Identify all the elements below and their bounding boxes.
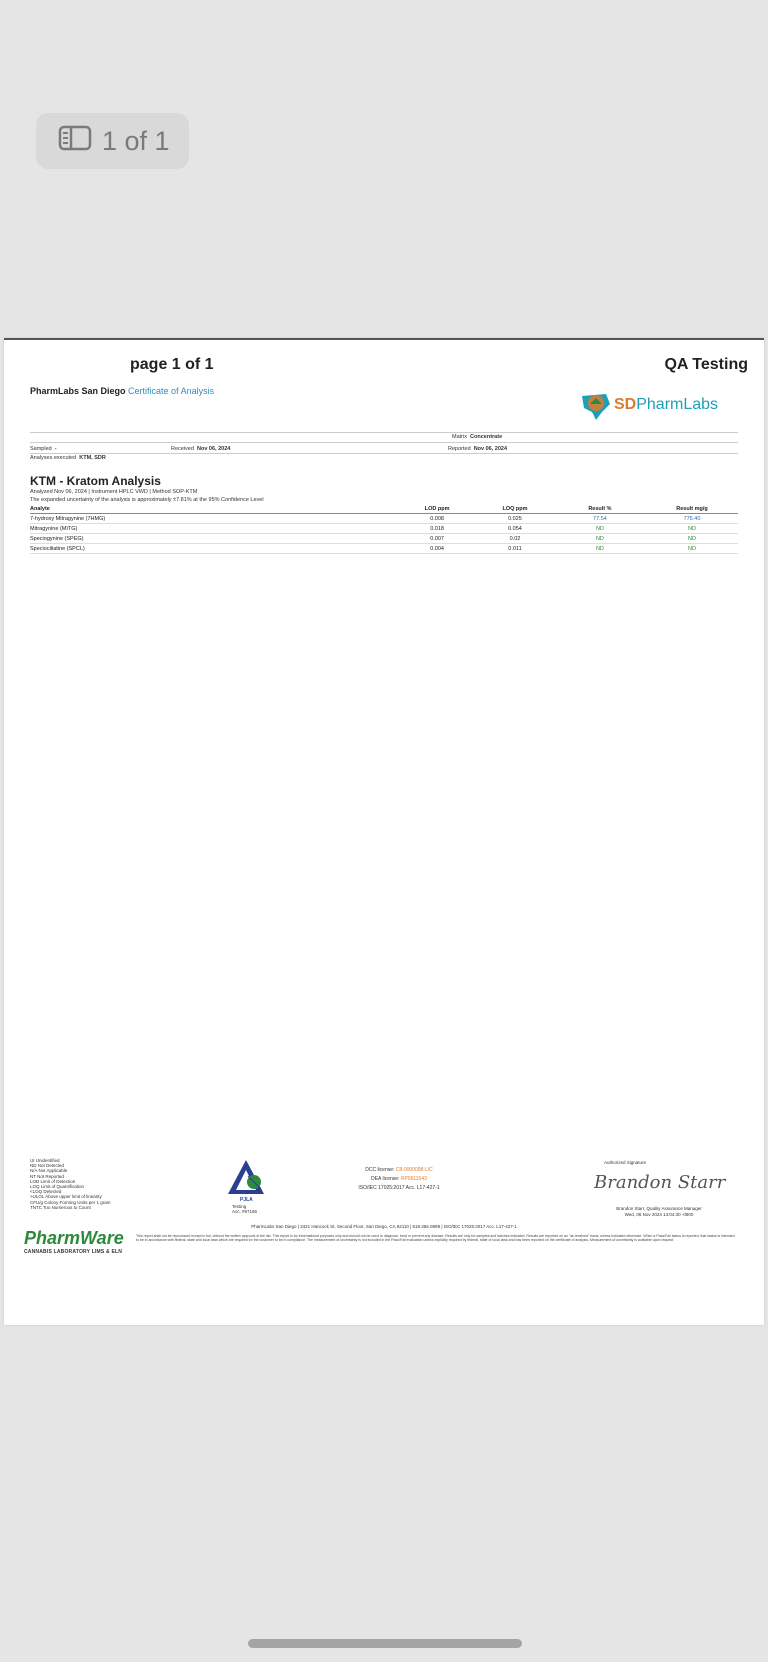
lab-name: PharmLabs San Diego	[30, 386, 126, 396]
pjla-sub: Testing	[232, 1204, 247, 1209]
table-header-row	[30, 505, 738, 514]
home-indicator[interactable]	[248, 1639, 522, 1648]
sidebar-icon	[58, 125, 92, 158]
license-block: DCC license: C8-0000098-LIC DEA license: RP0611543 ISO/IEC 17025:2017 Acc. L17-427-1	[304, 1166, 494, 1193]
authorized-signature-label: Authorized Signature	[604, 1160, 647, 1165]
uncertainty-line: The expanded uncertainty of the analysis is approximately ±7.81% at the 95% Confidence Level	[30, 497, 264, 503]
page-number: page 1 of 1	[130, 356, 214, 373]
divider	[30, 453, 738, 454]
section-title: KTM - Kratom Analysis	[30, 474, 161, 488]
col-lod: LOD ppm	[398, 505, 476, 514]
page-indicator-label: 1 of 1	[102, 125, 170, 156]
pharmware-logo	[24, 1228, 124, 1255]
table-row: 7-hydroxy Mitragynine (7HMG) 0.008 0.025 77.54 775.40	[30, 514, 738, 524]
results-table	[30, 505, 738, 554]
disclaimer: This report shall not be reproduced except in full, without the written approval of the lab. This report is for informational purposes only and should not be used to diagnose, treat or prevent any disease. Results are only for samples and batches indicated. Results are reported on an "as received" basis, unless indicated otherwise. When a Pass/Fail status is reported, that status is intended to be in accordance with federal, state and local laws which are required for the customer to be in compliance. The measurement of uncertainty is not included in the Pass/Fail evaluation unless explicitly required by federal, state or local laws and has been reported on the certificate of analysis. Measurement of uncertainty is available upon request.	[136, 1234, 735, 1243]
logo-emblem-icon	[576, 386, 614, 424]
pjla-text: PJLA	[240, 1197, 253, 1203]
lab-address: PharmLabs San Diego | 3421 Hancock St, Second Floor, San Diego, CA 92110 | 619.356.0898 | ISO/IEC 17025:2017 Acc. L17-427-1	[251, 1224, 517, 1229]
pharmware-name: PharmWare	[24, 1228, 124, 1248]
qa-testing-title: QA Testing	[664, 356, 748, 373]
col-analyte: Analyte	[30, 505, 398, 514]
sdpharmlabs-logo	[576, 384, 742, 426]
divider	[30, 432, 738, 433]
pharmware-sub: CANNABIS LABORATORY LIMS & ELN	[24, 1249, 123, 1255]
page-indicator[interactable]	[36, 113, 189, 169]
iso-accreditation: ISO/IEC 17025:2017 Acc. L17-427-1	[358, 1185, 440, 1191]
dea-license: RP0611543	[400, 1176, 427, 1182]
lab-heading	[30, 386, 214, 396]
pjla-acc-block	[232, 1204, 257, 1214]
matrix-row: Matrix Concentrate	[452, 434, 503, 440]
matrix-value: Concentrate	[470, 434, 503, 440]
pjla-accreditation-logo	[226, 1158, 274, 1210]
col-loq: LOQ ppm	[476, 505, 554, 514]
pjla-triangle-icon	[226, 1158, 274, 1204]
coa-label: Certificate of Analysis	[128, 386, 215, 396]
analyzed-line: Analyzed Nov 06, 2024 | Instrument HPLC VWD | Method SOP-KTM	[30, 489, 198, 495]
table-row: Speciociliatine (SPCL) 0.004 0.011 ND ND	[30, 544, 738, 554]
reported-row: Reported Nov 06, 2024	[448, 446, 508, 452]
divider	[30, 442, 738, 443]
signature: Brandon Starr	[594, 1172, 726, 1193]
logo-pharmlabs: PharmLabs	[636, 396, 719, 413]
sampled-row: Sampled -	[30, 446, 57, 452]
abbreviation-legend: UI Unidentified ND Not Detected N/A Not Applicable NT Not Reported LOD Limit of Detection LOQ Limit of Quantification <LOQ Detected >ULOL Above upper limit of linearity CFU/g Colony Forming Units per 1 gram TNTC Too Numerous to Count	[30, 1158, 111, 1210]
signer-info: Brandon Starr, Quality Assurance Manager Wed, 06 Nov 2024 14:04:30 -0800	[616, 1206, 702, 1217]
table-row: Mitragynine (MITG) 0.018 0.054 ND ND	[30, 524, 738, 534]
analyses-row: Analyses executed KTM, SDR	[30, 455, 106, 461]
dcc-license: C8-0000098-LIC	[395, 1167, 433, 1173]
received-row: Received Nov 06, 2024	[171, 446, 231, 452]
pjla-acc-number: Acc. #97166	[232, 1209, 258, 1214]
col-result-pct: Result %	[554, 505, 646, 514]
table-row: Speciogynine (SPEG) 0.007 0.02 ND ND	[30, 534, 738, 544]
document-page[interactable]	[4, 338, 764, 1325]
logo-sd: SD	[614, 396, 637, 413]
col-result-mgg: Result mg/g	[646, 505, 738, 514]
